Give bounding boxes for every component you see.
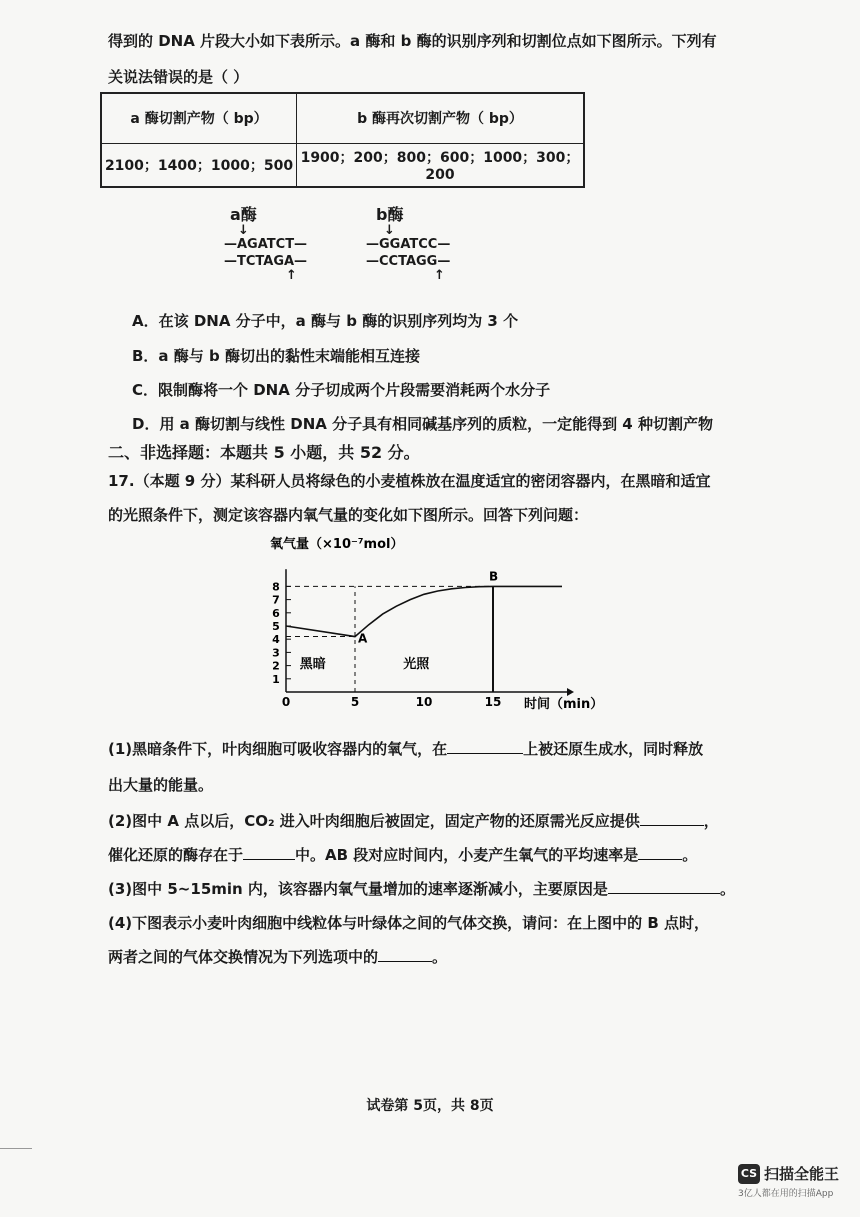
y-tick-label: 4 xyxy=(272,633,280,647)
point-b-label: B xyxy=(489,569,499,584)
table-header-a: a 酶切割产物（ bp） xyxy=(101,93,297,143)
watermark-sub: 3亿人都在用的扫描App xyxy=(738,1189,834,1199)
enzyme-product-table xyxy=(100,92,585,188)
y-tick-label: 7 xyxy=(272,593,280,607)
option-d: D．用 a 酶切割与线性 DNA 分子具有相同碱基序列的质粒，一定能得到 4 种切割产物 xyxy=(132,415,713,433)
point-a-label: A xyxy=(358,631,368,646)
enzyme-b-name: b酶 xyxy=(376,205,404,224)
q2-text-d: 中。AB 段对应时间内，小麦产生氧气的平均速率是 xyxy=(295,846,639,864)
camscanner-logo-icon: CS xyxy=(738,1164,760,1184)
x-axis-arrow-icon xyxy=(567,688,574,696)
page-footer: 试卷第 5页，共 8页 xyxy=(366,1098,494,1114)
q2-text-e: 。 xyxy=(682,846,698,864)
option-c: C．限制酶将一个 DNA 分子切成两个片段需要消耗两个水分子 xyxy=(132,381,551,399)
enzyme-a-name: a酶 xyxy=(230,205,257,224)
x-tick-label: 10 xyxy=(415,695,433,709)
x-tick-label: 15 xyxy=(484,695,502,709)
region-light-label: 光照 xyxy=(403,657,430,673)
q2-line-1 xyxy=(108,810,719,831)
scan-edge-mark xyxy=(0,1148,32,1149)
enzyme-b-bottom-strand: —CCTAGG— xyxy=(366,254,451,269)
enzyme-b-cut-arrow-up: ↑ xyxy=(434,268,445,283)
option-b: B．a 酶与 b 酶切出的黏性末端能相互连接 xyxy=(132,347,420,365)
q3-text-b: 。 xyxy=(719,880,735,898)
q4-line-1: (4)下图表示小麦叶肉细胞中线粒体与叶绿体之间的气体交换，请问：在上图中的 B 点时， xyxy=(108,914,710,932)
x-axis-label: 时间（min） xyxy=(524,697,604,712)
q3-text-a: (3)图中 5~15min 内，该容器内氧气量增加的速率逐渐减小，主要原因是 xyxy=(108,880,608,898)
option-a: A．在该 DNA 分子中，a 酶与 b 酶的识别序列均为 3 个 xyxy=(132,312,519,330)
enzyme-a-bottom-strand: —TCTAGA— xyxy=(224,254,308,269)
q4-text-c: 。 xyxy=(432,948,448,966)
y-tick-label: 2 xyxy=(272,659,280,673)
q3-line xyxy=(108,878,735,899)
watermark-name: 扫描全能王 xyxy=(764,1165,840,1183)
q2-text-b: ， xyxy=(703,812,719,830)
q17-line-2: 的光照条件下，测定该容器内氧气量的变化如下图所示。回答下列问题： xyxy=(108,506,589,524)
y-tick-label: 5 xyxy=(272,620,280,633)
q2-answer-blank-2[interactable] xyxy=(243,845,295,860)
enzyme-a-cut-arrow: ↓ xyxy=(238,223,249,238)
x-tick-label: 0 xyxy=(281,695,291,709)
q1-text-a: (1)黑暗条件下，叶肉细胞可吸收容器内的氧气，在 xyxy=(108,740,448,758)
enzyme-a-top-strand: —AGATCT— xyxy=(224,237,308,252)
y-tick-label: 3 xyxy=(272,646,280,660)
q2-line-2 xyxy=(108,844,697,865)
q4-text-b: 两者之间的气体交换情况为下列选项中的 xyxy=(108,948,379,966)
q1-line-1 xyxy=(108,738,703,759)
q1-text-b: 上被还原生成水，同时释放 xyxy=(523,740,704,758)
q2-text-c: 催化还原的酶存在于 xyxy=(108,846,244,864)
q4-answer-blank[interactable] xyxy=(378,947,432,962)
q2-text-a: (2)图中 A 点以后，CO₂ 进入叶肉细胞后被固定，固定产物的还原需光反应提供 xyxy=(108,812,640,830)
q3-answer-blank[interactable] xyxy=(608,879,720,894)
region-dark-label: 黑暗 xyxy=(299,657,326,673)
table-cell-a: 2100；1400；1000；500 xyxy=(101,143,297,187)
enzyme-b-cut-arrow: ↓ xyxy=(384,223,395,238)
y-tick-label: 8 xyxy=(272,580,280,594)
q1-answer-blank[interactable] xyxy=(447,739,523,754)
q2-answer-blank-3[interactable] xyxy=(638,845,682,860)
table-header-b: b 酶再次切割产物（ bp） xyxy=(297,93,585,143)
q4-line-2 xyxy=(108,946,447,967)
oxygen-series-line xyxy=(286,586,562,636)
q2-answer-blank-1[interactable] xyxy=(640,811,704,826)
q1-line-2: 出大量的能量。 xyxy=(108,776,214,794)
enzyme-a-cut-arrow-up: ↑ xyxy=(286,268,297,283)
intro-line-2: 关说法错误的是（ ） xyxy=(108,68,249,86)
enzyme-b-diagram xyxy=(366,202,476,283)
enzyme-a-diagram xyxy=(224,202,334,283)
q17-line-1: 17.（本题 9 分）某科研人员将绿色的小麦植株放在温度适宜的密闭容器内，在黑暗和适宜 xyxy=(108,472,711,490)
oxygen-chart xyxy=(258,530,608,720)
intro-line-1: 得到的 DNA 片段大小如下表所示。a 酶和 b 酶的识别序列和切割位点如下图所示。下列有 xyxy=(108,32,717,50)
section-heading: 二、非选择题：本题共 5 小题，共 52 分。 xyxy=(108,443,420,462)
scanner-watermark xyxy=(738,1163,848,1199)
x-tick-label: 5 xyxy=(350,695,360,709)
enzyme-b-top-strand: —GGATCC— xyxy=(366,237,451,252)
y-tick-label: 6 xyxy=(272,606,280,620)
y-axis-label: 氧气量（×10⁻⁷mol） xyxy=(270,537,404,552)
table-cell-b: 1900；200；800；600；1000；300；200 xyxy=(297,143,585,187)
y-tick-label: 1 xyxy=(272,672,280,686)
